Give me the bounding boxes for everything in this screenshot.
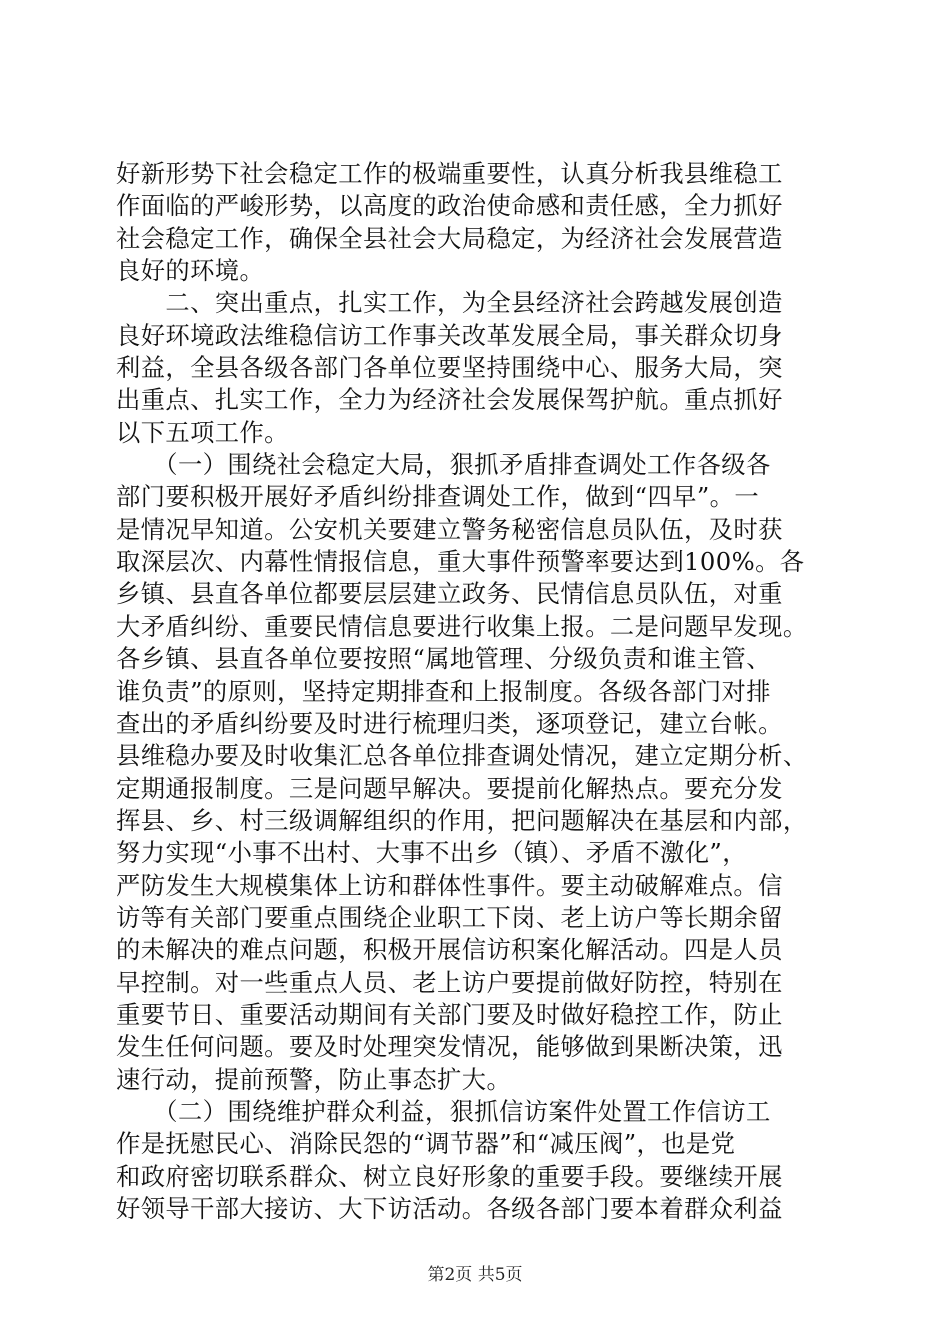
text-line: 定期通报制度。三是问题早解决。要提前化解热点。要充分发 (116, 773, 783, 803)
text-line: 以下五项工作。 (116, 417, 289, 447)
text-line: 重要节日、重要活动期间有关部门要及时做好稳控工作，防止 (116, 999, 783, 1029)
text-line: 部门要积极开展好矛盾纠纷排查调处工作，做到“四早”。一 (116, 482, 760, 512)
text-line: 和政府密切联系群众、树立良好形象的重要手段。要继续开展 (116, 1161, 783, 1191)
text-line: 出重点、扎实工作，全力为经济社会发展保驾护航。重点抓好 (116, 385, 783, 415)
text-line: 查出的矛盾纠纷要及时进行梳理归类，逐项登记，建立台帐。 (116, 708, 783, 738)
text-line: 社会稳定工作，确保全县社会大局稳定，为经济社会发展营造 (116, 223, 783, 253)
text-line: 作面临的严峻形势，以高度的政治使命感和责任感，全力抓好 (116, 191, 783, 221)
text-line: 努力实现“小事不出村、大事不出乡（镇）、矛盾不激化”， (116, 838, 747, 868)
text-line: 大矛盾纠纷、重要民情信息要进行收集上报。二是问题早发现。 (116, 611, 808, 641)
text-line: （一）围绕社会稳定大局，狠抓矛盾排查调处工作各级各 (116, 450, 771, 480)
text-line: 谁负责”的原则，坚持定期排查和上报制度。各级各部门对排 (116, 676, 771, 706)
text-line: 发生任何问题。要及时处理突发情况，能够做到果断决策，迅 (116, 1032, 783, 1062)
text-line: 好领导干部大接访、大下访活动。各级各部门要本着群众利益 (116, 1194, 783, 1223)
text-line: 挥县、乡、村三级调解组织的作用，把问题解决在基层和内部， (116, 805, 808, 835)
text-line: 二、突出重点，扎实工作，为全县经济社会跨越发展创造 (116, 288, 783, 318)
text-line: 各乡镇、县直各单位要按照“属地管理、分级负责和谁主管、 (116, 644, 771, 674)
text-line: 访等有关部门要重点围绕企业职工下岗、老上访户等长期余留 (116, 902, 783, 932)
text-line: 是情况早知道。公安机关要建立警务秘密信息员队伍，及时获 (116, 514, 783, 544)
text-line: 好新形势下社会稳定工作的极端重要性，认真分析我县维稳工 (116, 159, 783, 188)
text-line: 乡镇、县直各单位都要层层建立政务、民情信息员队伍，对重 (116, 579, 783, 609)
text-line: 速行动，提前预警，防止事态扩大。 (116, 1064, 512, 1094)
page-footer: 第2页 共5页 (427, 1265, 523, 1285)
text-line: 良好环境政法维稳信访工作事关改革发展全局，事关群众切身 (116, 320, 783, 350)
text-line: 早控制。对一些重点人员、老上访户要提前做好防控，特别在 (116, 967, 783, 997)
text-line: 取深层次、内幕性情报信息，重大事件预警率要达到100%。各 (116, 547, 805, 577)
text-line: 严防发生大规模集体上访和群体性事件。要主动破解难点。信 (116, 870, 783, 900)
text-line: 良好的环境。 (116, 256, 265, 286)
text-line: （二）围绕维护群众利益，狠抓信访案件处置工作信访工 (116, 1096, 771, 1126)
document-body (116, 158, 836, 1225)
text-line: 的未解决的难点问题，积极开展信访积案化解活动。四是人员 (116, 935, 783, 965)
text-line: 作是抚慰民心、消除民怨的“调节器”和“减压阀”，也是党 (116, 1129, 736, 1159)
text-line: 利益，全县各级各部门各单位要坚持围绕中心、服务大局，突 (116, 353, 783, 383)
text-line: 县维稳办要及时收集汇总各单位排查调处情况，建立定期分析、 (116, 741, 808, 771)
